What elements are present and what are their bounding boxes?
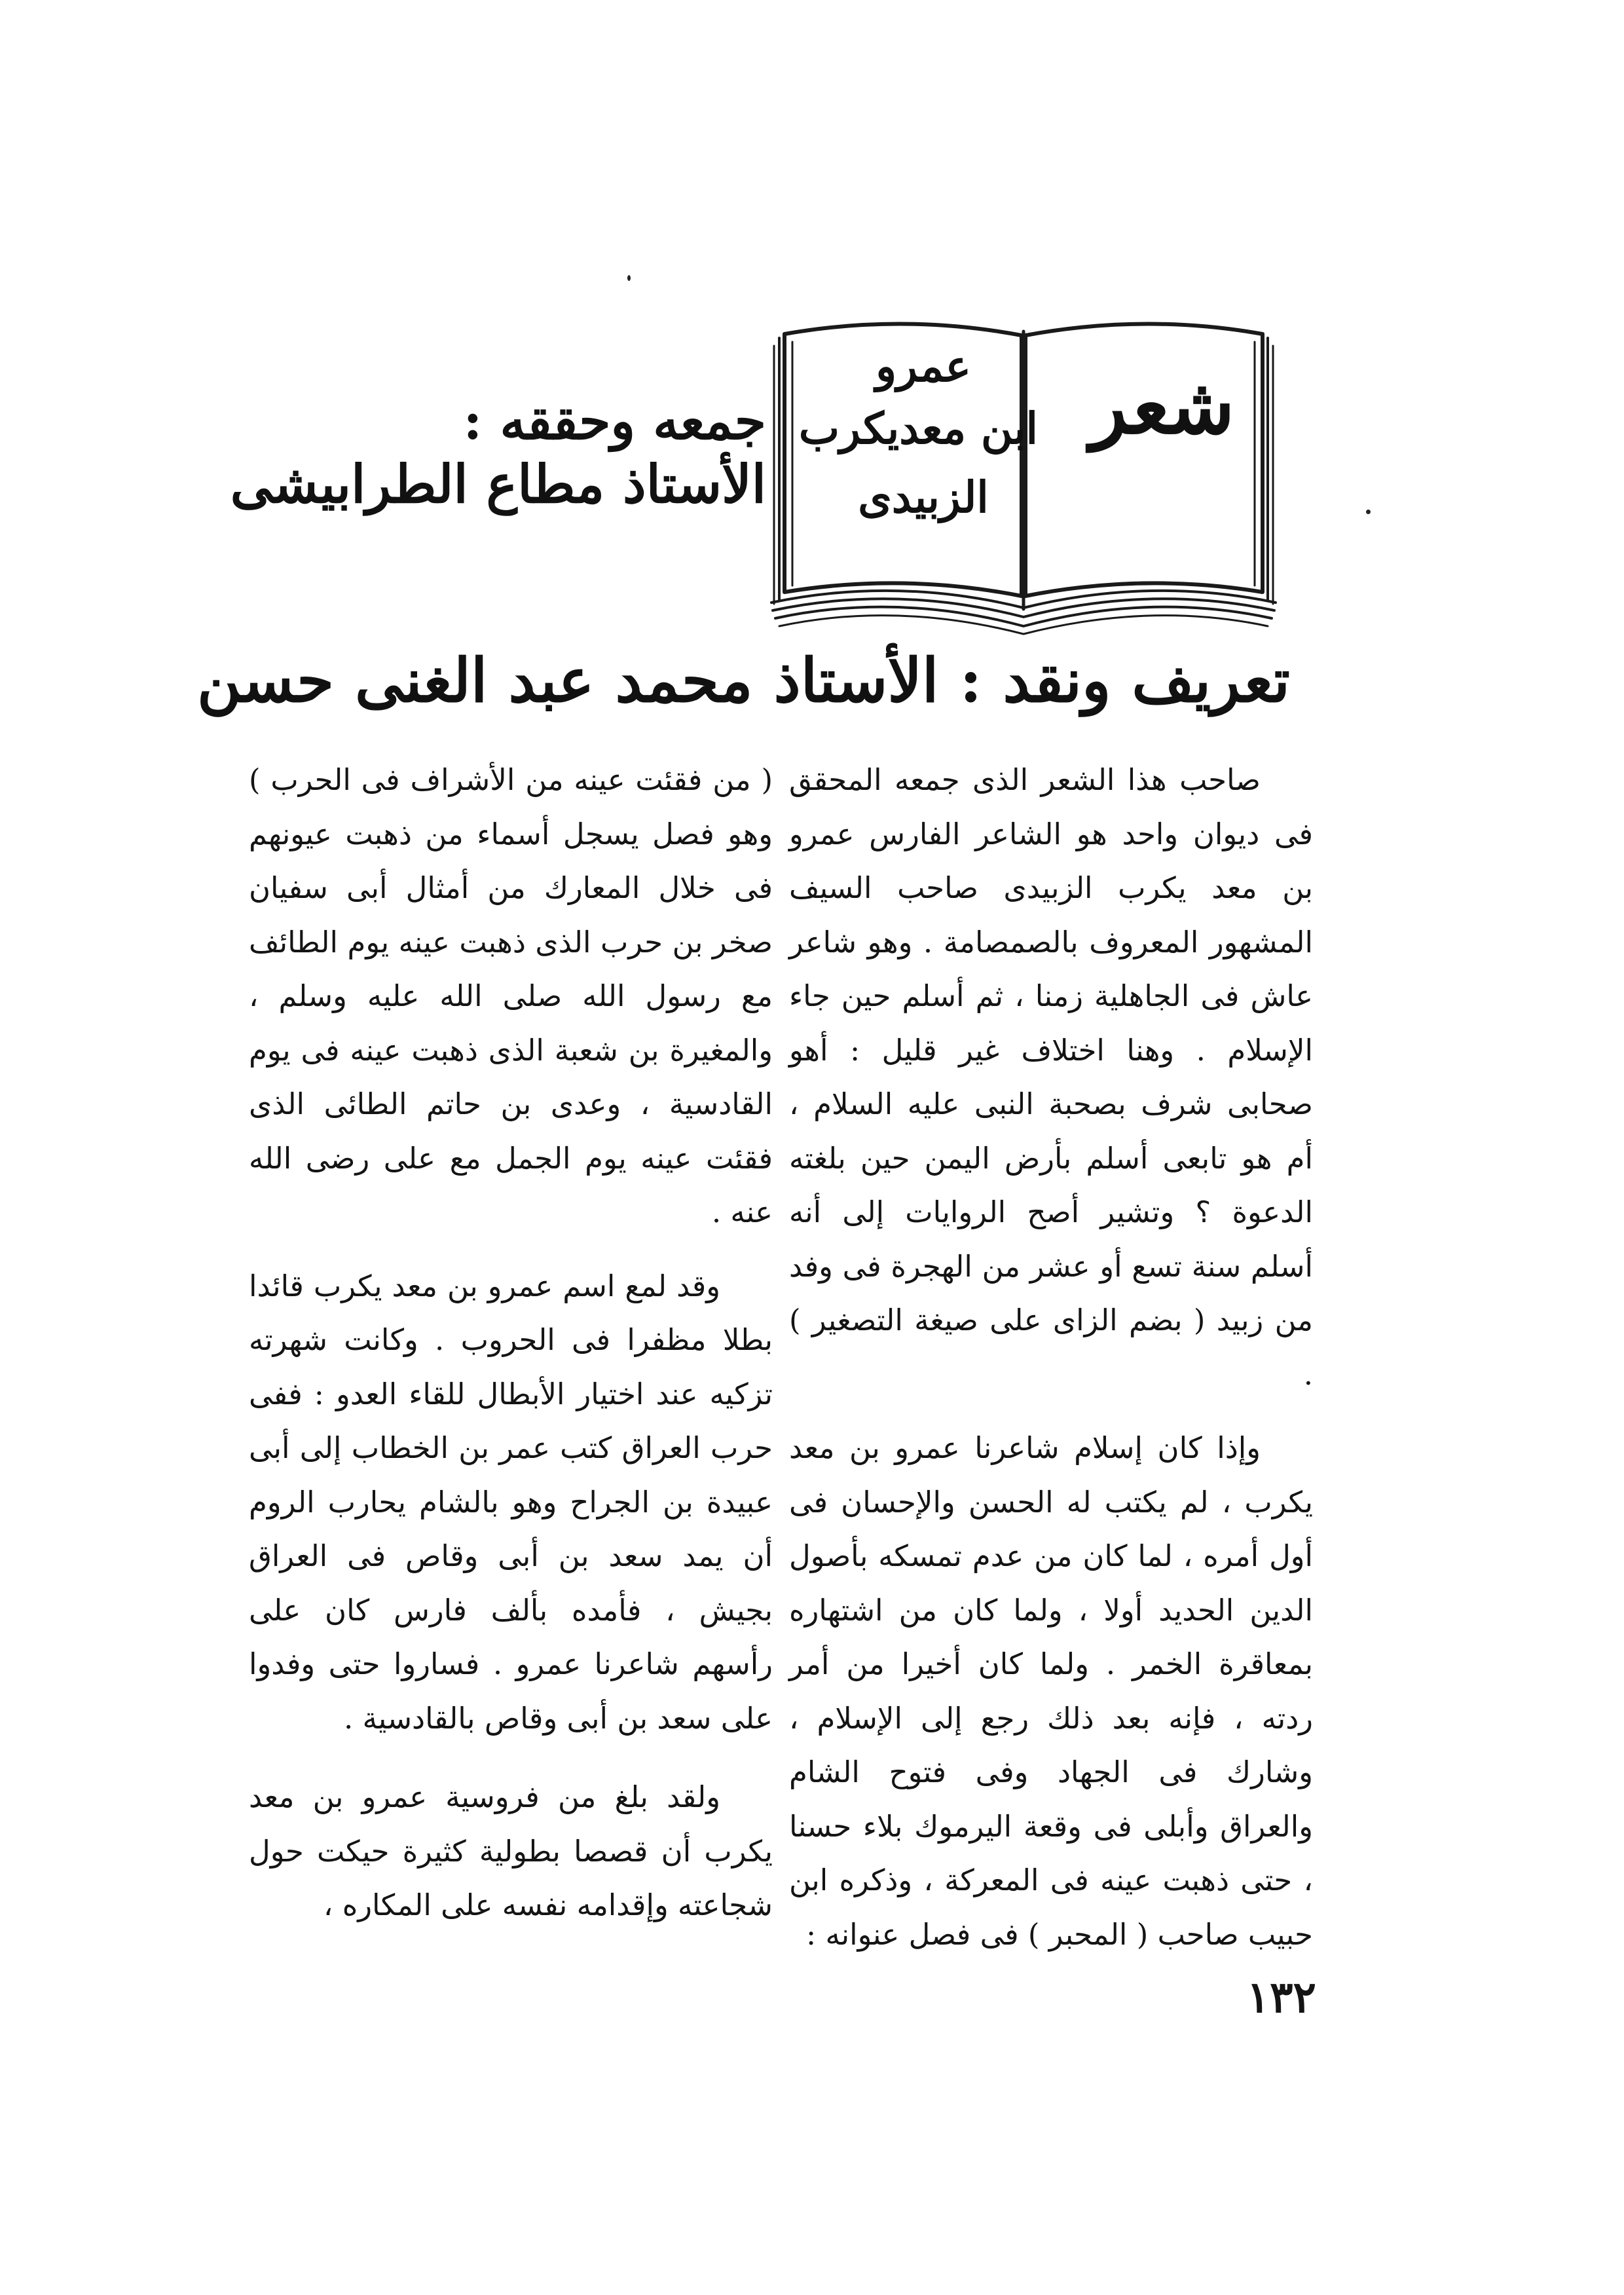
poet-name-line-3: الزبيدى xyxy=(858,472,989,523)
poet-name-line-1: عمرو xyxy=(876,341,971,392)
paragraph: ولقد بلغ من فروسية عمرو بن معد يكرب أن قصصا بطولية كثيرة حيكت حول شجاعته وإقدامه نفسه على المكاره ، xyxy=(249,1780,773,1922)
paragraph: ( من فقئت عينه من الأشراف فى الحرب ) وهو فصل يسجل أسماء من ذهبت عيونهم فى خلال المعارك من أمثال أبى سفيان صخر بن حرب الذى ذهبت عينه يوم الطائف مع رسول الله صلى الله عليه وسلم ، والمغيرة بن شعبة الذى ذهبت عينه فى يوم القادسية ، وعدى بن حاتم الطائى الذى فقئت عينه يوم الجمل مع على رضى الله عنه . xyxy=(249,762,773,1229)
article-column-right xyxy=(789,753,1313,1962)
compiler-credit-line-2: الأستاذ مطاع الطرابيشى xyxy=(230,453,766,515)
book-title-word: شعر xyxy=(1090,360,1235,451)
review-credit: تعريف ونقد : الأستاذ محمد عبد الغنى حسن xyxy=(197,645,1290,716)
title-block xyxy=(0,0,1624,734)
page-number: ١٣٢ xyxy=(1246,1971,1316,2023)
compiler-credit-line-1: جمعه وحققه : xyxy=(463,392,766,451)
ink-speck xyxy=(627,275,631,281)
article-column-left xyxy=(249,753,773,1933)
ink-speck xyxy=(1366,510,1371,514)
paragraph: وإذا كان إسلام شاعرنا عمرو بن معد يكرب ، لم يكتب له الحسن والإحسان فى أول أمره ، لما كان من عدم تمسكه بأصول الدين الحديد أولا ، ولما كان من اشتهاره بمعاقرة الخمر . ولما كان أخيرا من أمر ردته ، فإنه بعد ذلك رجع إلى الإسلام ، وشارك فى الجهاد وفى فتوح الشام والعراق وأبلى فى وقعة اليرموك بلاء حسنا ، حتى ذهبت عينه فى المعركة ، وذكره ابن حبيب صاحب ( المحبر ) فى فصل عنوانه : xyxy=(789,1430,1313,1952)
paragraph: صاحب هذا الشعر الذى جمعه المحقق فى ديوان واحد هو الشاعر الفارس عمرو بن معد يكرب الزبيدى صاحب السيف المشهور المعروف بالصمصامة . وهو شاعر عاش فى الجاهلية زمنا ، ثم أسلم حين جاء الإسلام . وهنا اختلاف غير قليل : أهو صحابى شرف بصحبة النبى عليه السلام ، أم هو تابعى أسلم بأرض اليمن حين بلغته الدعوة ؟ وتشير أصح الروايات إلى أنه أسلم سنة تسع أو عشر من الهجرة فى وفد من زبيد ( بضم الزاى على صيغة التصغير ) . xyxy=(789,762,1313,1392)
paragraph: وقد لمع اسم عمرو بن معد يكرب قائدا بطلا مظفرا فى الحروب . وكانت شهرته تزكيه عند اختيار الأبطال للقاء العدو : ففى حرب العراق كتب عمر بن الخطاب إلى أبى عبيدة بن الجراح وهو بالشام يحارب الروم أن يمد سعد بن أبى وقاص فى العراق بجيش ، فأمده بألف فارس كان على رأسهم شاعرنا عمرو . فساروا حتى وفدوا على سعد بن أبى وقاص بالقادسية . xyxy=(249,1268,773,1736)
poet-name-line-2: ابن معديكرب xyxy=(798,403,1038,454)
